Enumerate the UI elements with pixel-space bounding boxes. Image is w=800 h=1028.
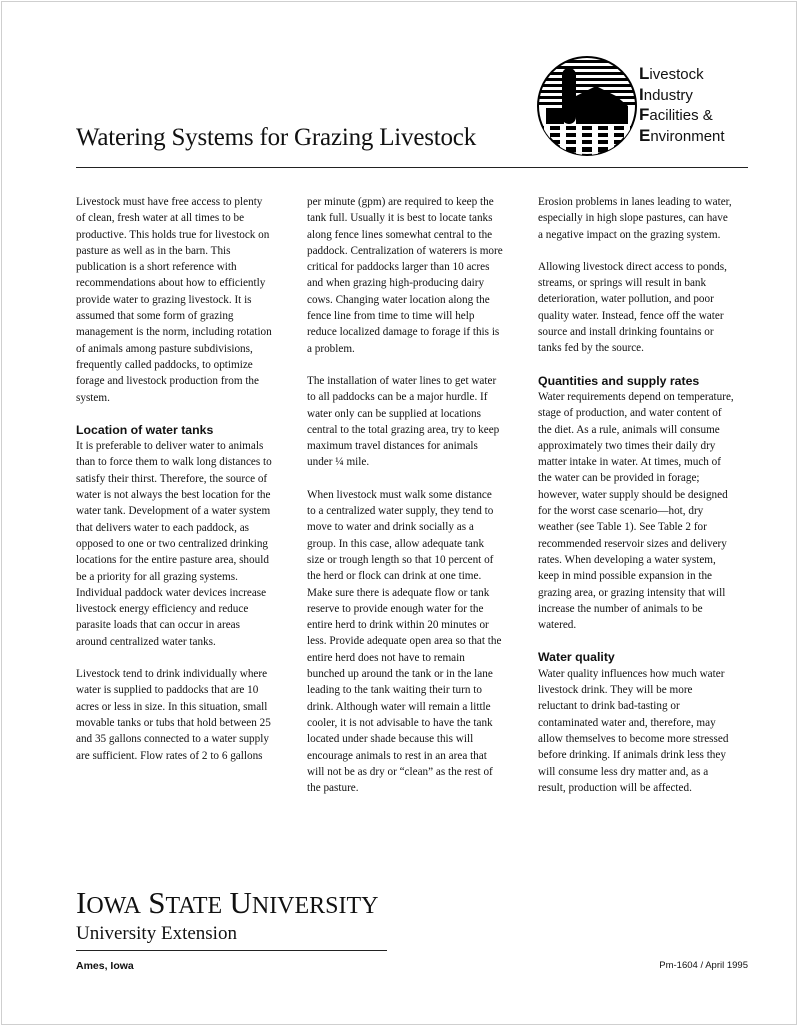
location-heading: Location of water tanks [76,422,214,437]
location-paragraph-1: It is preferable to deliver water to animals than to force them to walk long distances to satisfy their thirst. Therefore, the source of water is not always the best location for the water tank. Development of a water system that delivers water to each paddock, as opposed to one or two centralized drinking locations for the entire pasture area, should be a priority for all grazing systems. Individual paddock water devices increase livestock energy efficiency and reduce parasite loads that can occur in areas around centralized water tanks. [76,440,272,648]
location-paragraph-2: Livestock tend to drink individually where water is supplied to paddocks that are 10 acres or less in size. In this situation, small movable tanks or tubs that hold between 25 and 35 gallons connected to a water supply are sufficient. Flow rates of 2 to 6 gallons [76,668,271,762]
centralized-supply-paragraph: When livestock must walk some distance to a centralized water supply, they tend to move to water and drink socially as a group. In this case, allow adequate tank size or trough length so that 10 percent of the herd or flock can drink at one time. Make sure there is adequate flow or tank reserve to provide enough water for the entire herd to drink within 20 minutes or less. Provide adequate open area so that the entire herd does not have to remain bunched up around the tank or in the lane leading to the tank waiting their turn to drink. Although water will remain a little cooler, it is not advisable to have the tank located under shade because this will encourage animals to rest in an area that will not be as dry or “clean” as the rest of the pasture. [307,488,502,795]
logo-line-facilities: Facilities & [639,105,713,124]
footer-rule [76,950,387,951]
logo-line-livestock: Livestock [639,64,704,83]
life-logo-emblem [536,56,638,156]
tank-location-paragraph: per minute (gpm) are required to keep the tank full. Usually it is best to locate tanks along fence lines somewhat central to the paddock. Centralization of waterers is more critical for paddocks larger than 10 acres and when grazing high-producing dairy cows. Changing water location along the fence line from time to time will help reduce localized damage to forage if this is a problem. [307,196,503,355]
university-extension: University Extension [76,923,237,944]
quantities-paragraph: Water requirements depend on temperature, stage of production, and water content of the diet. As a rule, animals will consume approximately two times their daily dry matter intake in water. At times, much of the water can be provided in forage; however, water supply should be designed for the worst case scenario—hot, dry weather (see Table 1). See Table 2 for recommended reservoir sizes and delivery rates. When developing a water system, keep in mind possible expansion in the grazing area, or grazing intensity that will increase the number of animals to be watered. [538,390,734,632]
publication-info: Pm-1604 / April 1995 [659,960,748,971]
erosion-paragraph: Erosion problems in lanes leading to water, especially in high slope pastures, can have a negative impact on the grazing system. [538,196,732,241]
location-text: Ames, Iowa [76,960,134,972]
logo-line-environment: Environment [639,125,725,145]
university-wordmark: IOWA STATE UNIVERSITY [76,885,379,920]
water-quality-heading: Water quality [538,650,615,665]
water-quality-paragraph: Water quality influences how much water livestock drink. They will be more reluctant to drink bad-tasting or contaminated water and, therefore, may allow themselves to become more stressed before drinking. If animals drink less they will consume less dry matter and, as a result, production will be affected. [538,667,729,794]
logo-line-industry: Industry [639,84,693,104]
page-title: Watering Systems for Grazing Livestock [76,124,477,151]
column-1 [76,194,272,780]
life-logo-text [639,64,725,146]
column-3 [538,194,734,812]
intro-paragraph: Livestock must have free access to plenty of clean, fresh water at all times to be productive. This holds true for livestock on pasture as well as in the barn. This publication is a short reference with recommendations about how to efficiently provide water to grazing livestock. It is assumed that some form of grazing management is the norm, including rotation of animals among pasture subdivisions, frequently called paddocks, to optimize forage and livestock production from the system. [76,196,272,404]
column-2 [307,194,503,812]
water-lines-paragraph: The installation of water lines to get water to all paddocks can be a major hurdle. If water only can be supplied at locations central to the total grazing area, try to keep maximum travel distances for animals under ¼ mile. [307,374,500,469]
title-rule [76,167,748,168]
direct-access-paragraph: Allowing livestock direct access to ponds, streams, or springs will result in bank deterioration, water pollution, and poor quality water. Instead, fence off the water source and install drinking fountains or tanks fed by the source. [538,260,727,355]
quantities-heading: Quantities and supply rates [538,373,700,388]
